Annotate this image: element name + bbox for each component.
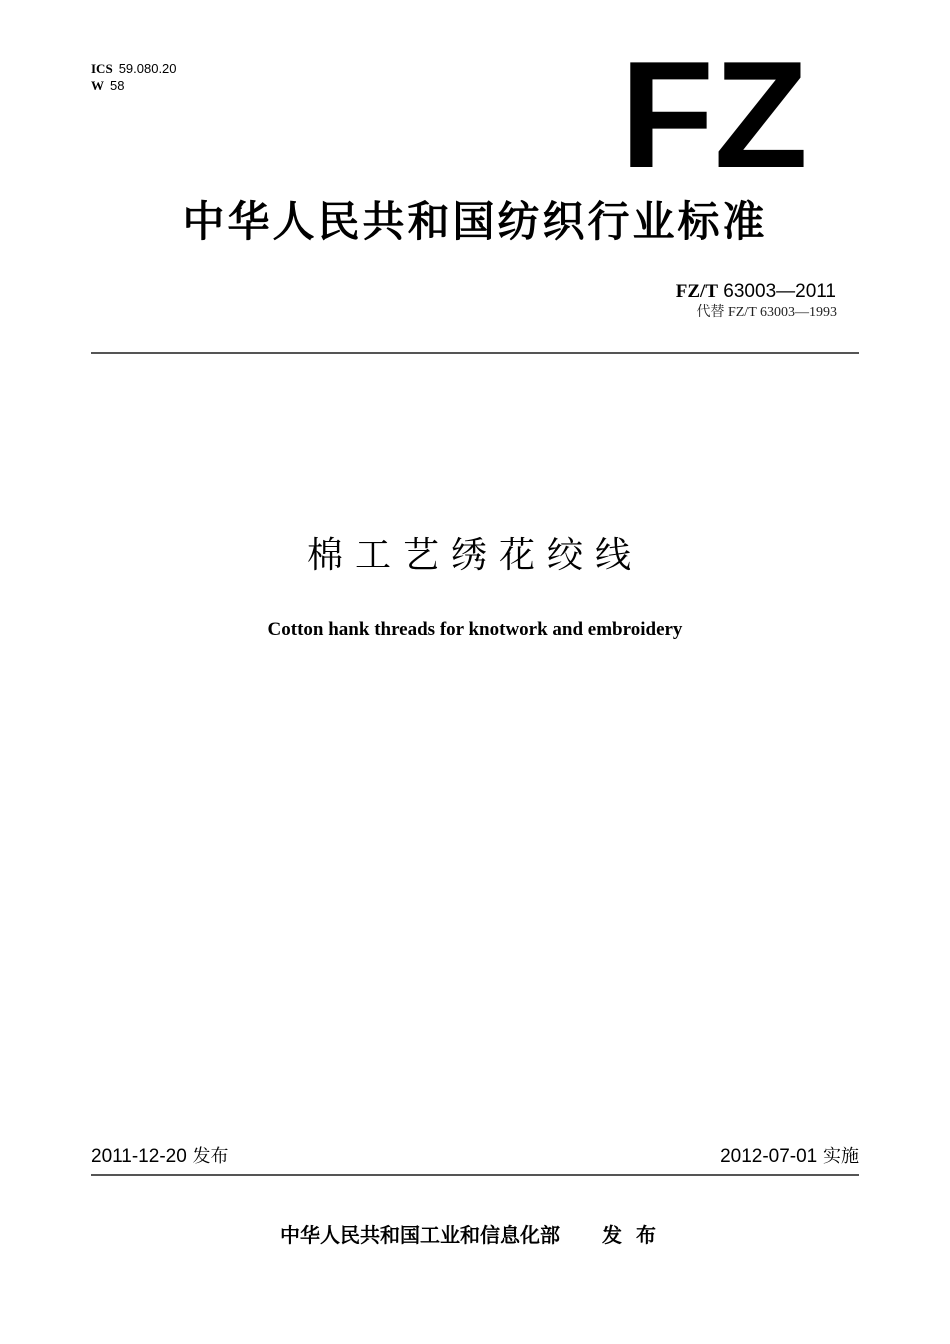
implementation-date-value: 2012-07-01	[720, 1146, 818, 1167]
ccs-classification	[91, 78, 124, 94]
publisher-name: 中华人民共和国工业和信息化部	[280, 1223, 560, 1247]
fz-logo	[620, 55, 810, 177]
implementation-date	[720, 1144, 859, 1170]
ics-label: ICS	[91, 61, 113, 76]
issue-date	[91, 1144, 229, 1170]
ics-classification	[91, 61, 177, 77]
standard-number-prefix: FZ/T	[675, 281, 719, 302]
w-label: W	[91, 78, 104, 93]
document-title-en: Cotton hank threads for knotwork and embroidery	[267, 619, 683, 640]
standard-number-value: 63003—2011	[723, 281, 836, 302]
standard-number-block	[676, 280, 836, 322]
replaces-standard: 代替 FZ/T 63003—1993	[696, 305, 837, 320]
publish-verb: 发布	[602, 1223, 670, 1247]
fz-logo-text: FZ	[620, 55, 808, 177]
top-divider	[91, 352, 859, 354]
standard-number	[676, 280, 836, 304]
implementation-date-label: 实施	[823, 1146, 859, 1167]
standard-heading: 中华人民共和国纺织行业标准	[182, 197, 768, 246]
ics-code: 59.080.20	[118, 61, 177, 76]
w-code: 58	[110, 78, 125, 93]
publisher	[0, 1220, 950, 1250]
issue-date-label: 发布	[192, 1146, 229, 1167]
bottom-divider	[91, 1174, 859, 1176]
document-title-cn: 棉工艺绣花绞线	[306, 535, 643, 576]
issue-date-value: 2011-12-20	[91, 1146, 187, 1167]
